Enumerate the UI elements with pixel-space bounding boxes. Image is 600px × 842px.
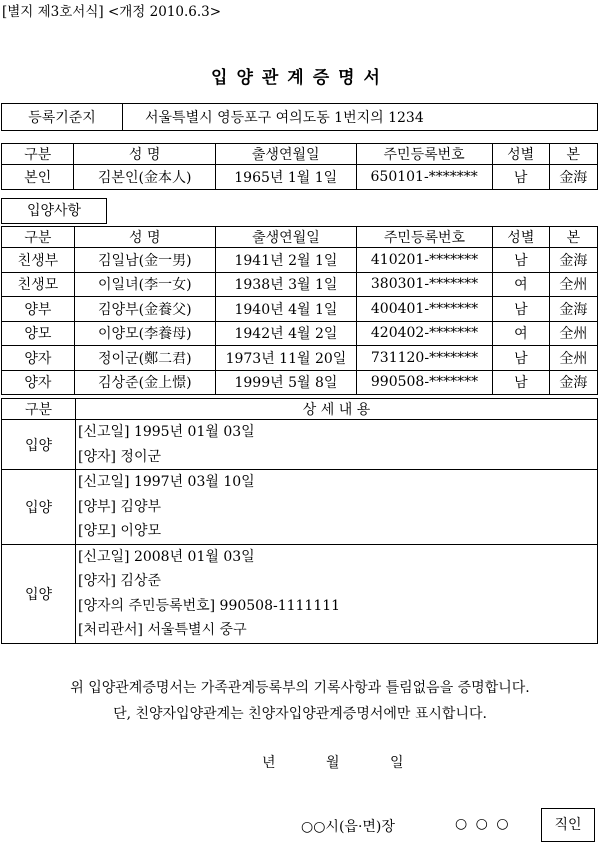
row-name: 김본인(金本人) [74, 165, 215, 190]
col-header-kind: 구분 [2, 144, 74, 165]
registration-base-table [1, 103, 598, 131]
registration-base-value: 서울특별시 영등포구 여의도동 1번지의 1234 [123, 104, 598, 131]
row-rrn: 400401-******* [357, 297, 493, 322]
row-rrn: 990508-******* [357, 370, 493, 395]
issuer-name: ○ ○ ○ [455, 816, 511, 832]
adoption-section-label [1, 198, 107, 224]
details-line: [양모] 이양모 [78, 523, 161, 539]
row-origin: 金海 [549, 248, 597, 273]
details-header-content: 상 세 내 용 [76, 399, 598, 420]
details-header-kind: 구분 [2, 399, 76, 420]
table-row [2, 248, 598, 273]
form-header-note: [별지 제3호서식] <개정 2010.6.3> [2, 4, 222, 20]
date-month-label: 월 [326, 755, 340, 771]
row-birth: 1965년 1월 1일 [215, 165, 356, 190]
details-entry-kind: 입양 [2, 544, 76, 643]
col-header-birth: 출생연월일 [215, 144, 356, 165]
col-header-sex: 성별 [492, 144, 549, 165]
table-row [2, 272, 598, 297]
row-kind: 친생모 [2, 272, 75, 297]
certification-line-2: 단, 친양자입양관계는 친양자입양관계증명서에만 표시합니다. [113, 706, 487, 722]
official-seal-box: 직인 [541, 808, 595, 842]
details-entry [2, 470, 598, 545]
details-entry-kind: 입양 [2, 420, 76, 470]
row-rrn: 420402-******* [357, 321, 493, 346]
row-name: 김양부(金養父) [74, 297, 215, 322]
row-sex: 여 [492, 272, 549, 297]
adoption-section-label-text: 입양사항 [26, 203, 82, 219]
details-line: [양자] 김상준 [78, 573, 161, 589]
row-sex: 남 [492, 165, 549, 190]
row-name: 정이군(鄭二君) [74, 346, 215, 371]
row-birth: 1942년 4월 2일 [215, 321, 356, 346]
row-sex: 남 [492, 346, 549, 371]
row-kind: 양자 [2, 346, 75, 371]
row-origin: 金海 [549, 370, 597, 395]
row-sex: 남 [492, 248, 549, 273]
col-header-origin: 본 [549, 144, 597, 165]
table-row [2, 165, 598, 190]
row-kind: 친생부 [2, 248, 75, 273]
row-sex: 남 [492, 297, 549, 322]
row-rrn: 380301-******* [357, 272, 493, 297]
row-rrn: 650101-******* [356, 165, 492, 190]
row-origin: 金海 [549, 165, 597, 190]
details-line: [신고일] 2008년 01월 03일 [78, 548, 255, 565]
col-header-kind: 구분 [2, 227, 75, 248]
details-line: [신고일] 1995년 01월 03일 [78, 424, 255, 440]
col-header-rrn: 주민등록번호 [357, 227, 493, 248]
row-sex: 남 [492, 370, 549, 395]
details-entry-kind: 입양 [2, 470, 76, 545]
row-origin: 全州 [549, 272, 597, 297]
row-birth: 1940년 4월 1일 [215, 297, 356, 322]
date-day-label: 일 [390, 755, 404, 771]
row-name: 김상준(金上憬) [74, 370, 215, 395]
col-header-name: 성 명 [74, 227, 215, 248]
row-kind: 양자 [2, 370, 75, 395]
table-row [2, 321, 598, 346]
details-line: [처리관서] 서울특별시 중구 [78, 622, 247, 638]
col-header-origin: 본 [549, 227, 597, 248]
details-line: [양자의 주민등록번호] 990508-1111111 [78, 597, 341, 614]
table-row [2, 346, 598, 371]
row-origin: 全州 [549, 346, 597, 371]
certification-line-1: 위 입양관계증명서는 가족관계등록부의 기록사항과 틀림없음을 증명합니다. [70, 680, 530, 696]
row-sex: 여 [492, 321, 549, 346]
row-name: 김일남(金一男) [74, 248, 215, 273]
issuer-title: ○○시(읍·면)장 [301, 819, 395, 835]
row-birth: 1999년 5월 8일 [215, 370, 356, 395]
details-line: [신고일] 1997년 03월 10일 [78, 474, 255, 490]
row-birth: 1973년 11월 20일 [215, 346, 356, 371]
col-header-name: 성 명 [74, 144, 215, 165]
date-year-label: 년 [262, 755, 276, 771]
row-name: 이일녀(李一女) [74, 272, 215, 297]
row-rrn: 410201-******* [357, 248, 493, 273]
row-kind: 본인 [2, 165, 74, 190]
col-header-birth: 출생연월일 [215, 227, 356, 248]
self-table [1, 143, 598, 190]
col-header-rrn: 주민등록번호 [356, 144, 492, 165]
table-row [2, 297, 598, 322]
row-rrn: 731120-******* [357, 346, 493, 371]
table-row [2, 370, 598, 395]
row-kind: 양모 [2, 321, 75, 346]
row-name: 이양모(李養母) [74, 321, 215, 346]
row-kind: 양부 [2, 297, 75, 322]
details-line: [양자] 정이군 [78, 448, 161, 465]
details-entry [2, 544, 598, 643]
registration-base-label: 등록기준지 [2, 104, 123, 131]
details-table [1, 398, 598, 644]
details-line: [양부] 김양부 [78, 498, 161, 515]
row-origin: 金海 [549, 297, 597, 322]
document-title: 입양관계증명서 [211, 68, 389, 88]
row-birth: 1941년 2월 1일 [215, 248, 356, 273]
details-entry [2, 420, 598, 470]
col-header-sex: 성별 [492, 227, 549, 248]
row-birth: 1938년 3월 1일 [215, 272, 356, 297]
adoption-table [1, 226, 598, 395]
row-origin: 全州 [549, 321, 597, 346]
